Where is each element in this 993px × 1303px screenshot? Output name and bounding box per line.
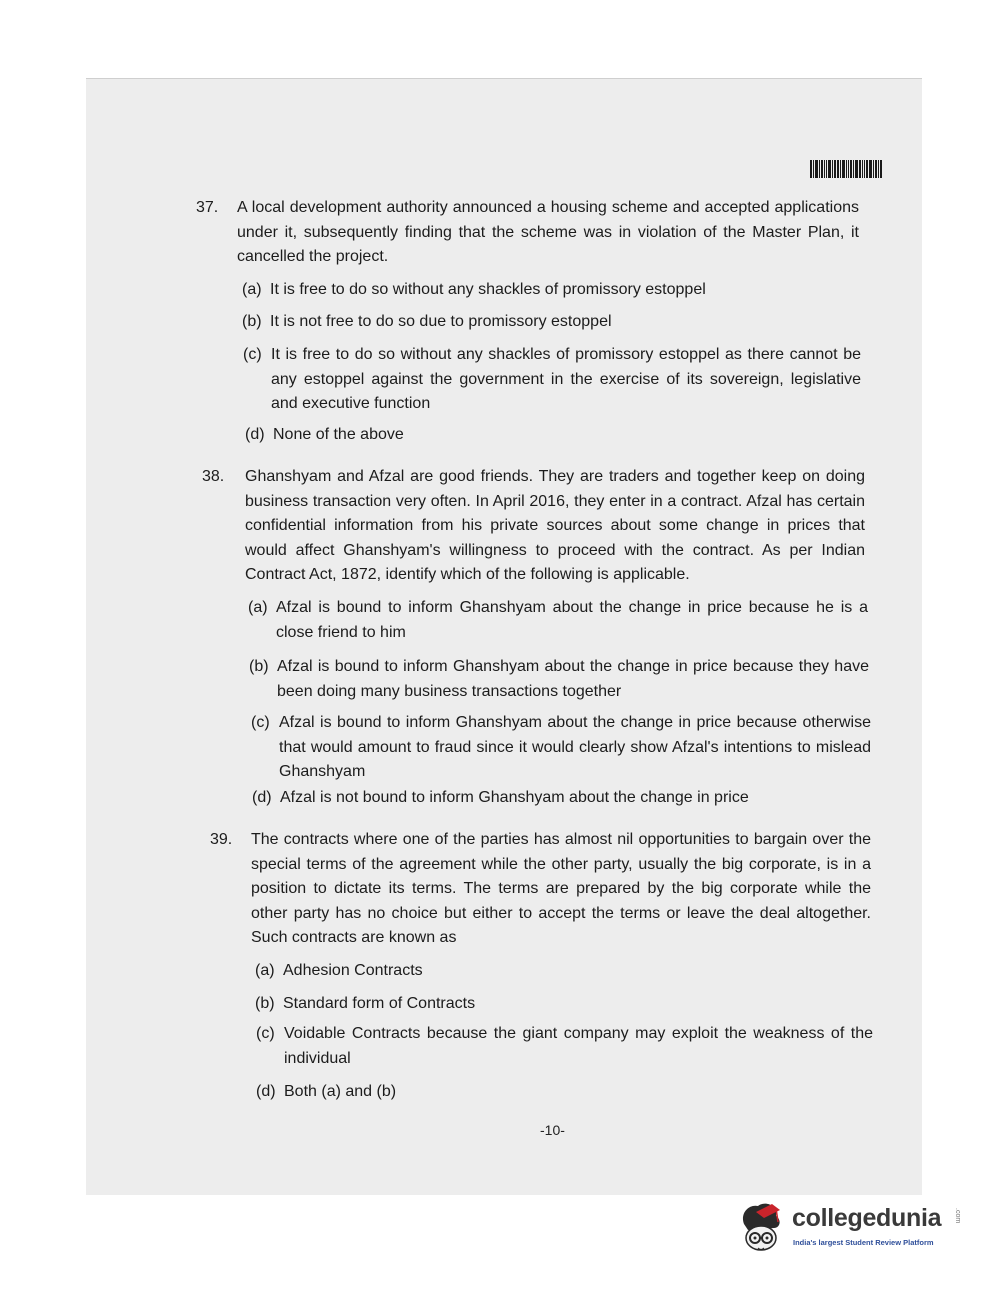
option-d [252,786,872,811]
brand-name: collegedunia [792,1204,942,1232]
collegedunia-logo[interactable] [736,1198,966,1258]
option-a [242,278,858,303]
question-text: The contracts where one of the parties has almost nil opportunities to bargain over the special terms of the agreement while the other party, usually the big corporate, is in a position to dictate its terms. The terms are prepared by the big corporate while the other party has no choice but either to accept the terms or leave the deal altogether. Such contracts are known as [251,831,871,946]
option-label: (b) [242,313,262,330]
option-text: Standard form of Contracts [283,995,476,1012]
collegedunia-mascot-icon [736,1198,788,1256]
option-text: It is not free to do so due to promissory estoppel [270,313,612,330]
question-text: Ghanshyam and Afzal are good friends. They are traders and together keep on doing business transaction very often. In April 2016, they enter in a contract. Afzal has certain confidential information from his private sources about some change in prices that would affect Ghanshyam's willingness to proceed with the contract. As per Indian Contract Act, 1872, identify which of the following is applicable. [245,468,865,583]
option-text: Afzal is bound to inform Ghanshyam about the change in price because he is a close friend to him [276,599,868,641]
option-a [255,959,870,984]
question-number: 37. [196,199,219,216]
option-d [245,423,861,448]
brand-domain: .com [954,1208,961,1224]
option-label: (b) [255,995,275,1012]
option-text: It is free to do so without any shackles of promissory estoppel as there cannot be any estoppel against the government in the exercise of its sovereign, legislative and executive function [271,346,861,412]
option-b [255,992,870,1017]
option-label: (c) [251,714,270,731]
brand-tagline: India's largest Student Review Platform [793,1238,934,1247]
barcode-icon [810,160,892,178]
option-text: None of the above [273,426,404,443]
option-text: It is free to do so without any shackles of promissory estoppel [270,281,706,298]
option-text: Both (a) and (b) [284,1083,397,1100]
option-c [256,1022,873,1071]
option-text: Afzal is bound to inform Ghanshyam about the change in price because otherwise that would amount to fraud since it would clearly show Afzal's intentions to mislead Ghanshyam [279,714,871,780]
option-a [248,596,868,645]
option-label: (c) [256,1025,275,1042]
option-c [251,711,871,785]
option-c [243,343,861,417]
option-label: (d) [256,1083,276,1100]
question-number: 39. [210,831,233,848]
option-text: Voidable Contracts because the giant company may exploit the weakness of the individual [284,1025,873,1067]
option-text: Afzal is bound to inform Ghanshyam about the change in price because they have been doing many business transactions together [277,658,869,700]
option-label: (d) [245,426,265,443]
question-number: 38. [202,468,225,485]
option-text: Afzal is not bound to inform Ghanshyam about the change in price [280,789,749,806]
option-label: (a) [248,599,268,616]
option-b [242,310,858,335]
option-label: (c) [243,346,262,363]
option-label: (d) [252,789,272,806]
option-label: (b) [249,658,269,675]
page-number: -10- [540,1122,565,1138]
option-b [249,655,869,704]
option-label: (a) [242,281,262,298]
question-text: A local development authority announced a housing scheme and accepted applications under it, subsequently finding that the scheme was in violation of the Master Plan, it cancelled the project. [237,199,859,265]
option-d [256,1080,871,1105]
option-label: (a) [255,962,275,979]
option-text: Adhesion Contracts [283,962,423,979]
